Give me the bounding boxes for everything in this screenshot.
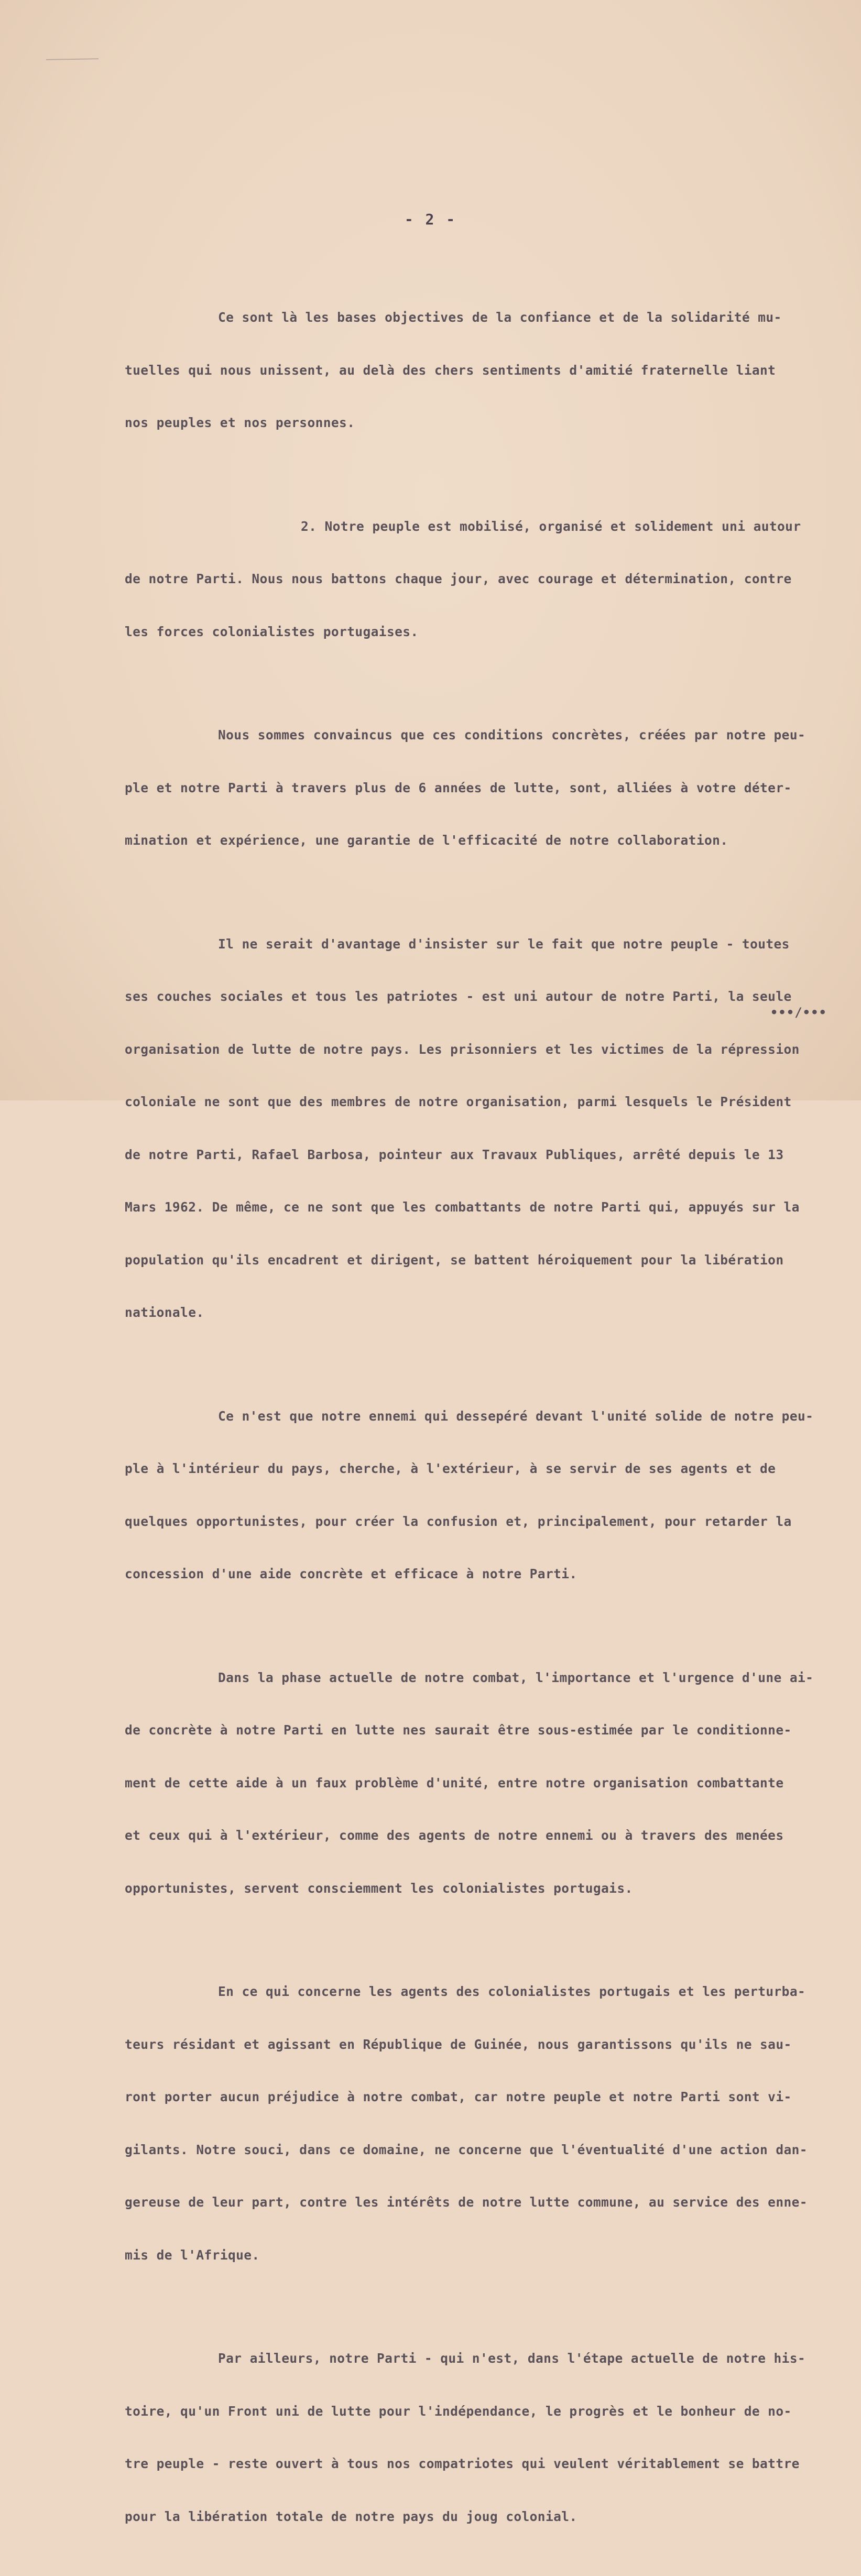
text-line: gereuse de leur part, contre les intérêts de notre lutte commune, au service des enne- [125, 2195, 808, 2210]
text-line: nos peuples et nos personnes. [125, 415, 355, 430]
pencil-mark [46, 58, 99, 62]
text-line: de notre Parti. Nous nous battons chaque jour, avec courage et détermination, contre [125, 571, 792, 586]
paragraph-3 [125, 691, 832, 885]
text-line: population qu'ils encadrent et dirigent, se battent héroiquement pour la libération [125, 1252, 784, 1268]
text-line: tre peuple - reste ouvert à tous nos compatriotes qui veulent véritablement se battre [125, 2456, 800, 2471]
paragraph-2 [125, 483, 832, 676]
text-line: quelques opportunistes, pour créer la confusion et, principalement, pour retarder la [125, 1513, 792, 1529]
text-line: et ceux qui à l'extérieur, comme des agents de notre ennemi ou à travers des menées [125, 1828, 784, 1843]
text-line: Dans la phase actuelle de notre combat, l'importance et l'urgence d'une ai- [218, 1669, 814, 1685]
text-line: Ce n'est que notre ennemi qui dessepéré devant l'unité solide de notre peu- [218, 1408, 814, 1424]
text-line: organisation de lutte de notre pays. Les prisonniers et les victimes de la répression [125, 1041, 800, 1057]
text-line: nationale. [125, 1305, 204, 1320]
text-line: Nous sommes convaincus que ces conditions concrètes, créées par notre peu- [218, 727, 806, 743]
text-line: Il ne serait d'avantage d'insister sur le fait que notre peuple - toutes [218, 936, 790, 952]
text-line: ple et notre Parti à travers plus de 6 années de lutte, sont, alliées à votre déter- [125, 780, 792, 795]
text-line: Ce sont là les bases objectives de la confiance et de la solidarité mu- [218, 310, 782, 325]
paragraph-4 [125, 900, 832, 1357]
paragraph-1 [125, 274, 832, 467]
text-line: pour la libération totale de notre pays du joug colonial. [125, 2508, 577, 2524]
text-line: teurs résidant et agissant en République de Guinée, nous garantissons qu'ils ne sau- [125, 2036, 792, 2052]
text-line: Par ailleurs, notre Parti - qui n'est, dans l'étape actuelle de notre his- [218, 2351, 806, 2366]
text-line: de concrète à notre Parti en lutte nes saurait être sous-estimée par le conditionne- [125, 1722, 792, 1738]
letter-body [125, 274, 832, 2576]
text-line: 2. Notre peuple est mobilisé, organisé et solidement uni autour [301, 518, 801, 534]
paragraph-8 [125, 2315, 832, 2560]
text-line: concession d'une aide concrète et efficace à notre Parti. [125, 1566, 577, 1581]
text-line: de notre Parti, Rafael Barbosa, pointeur aux Travaux Publiques, arrêté depuis le 13 [125, 1147, 784, 1162]
text-line: mination et expérience, une garantie de l'efficacité de notre collaboration. [125, 833, 728, 848]
text-line: coloniale ne sont que des membres de notre organisation, parmi lesquels le Président [125, 1094, 792, 1109]
text-line: gilants. Notre souci, dans ce domaine, ne concerne que l'éventualité d'une action dan- [125, 2142, 808, 2157]
text-line: toire, qu'un Front uni de lutte pour l'indépendance, le progrès et le bonheur de no- [125, 2403, 792, 2419]
page-number: - 2 - [404, 211, 457, 228]
text-line: ple à l'intérieur du pays, cherche, à l'extérieur, à se servir de ses agents et de [125, 1461, 776, 1476]
text-line: Mars 1962. De même, ce ne sont que les combattants de notre Parti qui, appuyés sur la [125, 1199, 800, 1215]
text-line: ses couches sociales et tous les patriotes - est uni autour de notre Parti, la seule [125, 989, 792, 1004]
text-line: opportunistes, servent consciemment les colonialistes portugais. [125, 1880, 633, 1896]
text-line: ment de cette aide à un faux problème d'unité, entre notre organisation combattante [125, 1775, 784, 1791]
paragraph-5 [125, 1372, 832, 1618]
text-line: mis de l'Afrique. [125, 2247, 260, 2263]
text-line: les forces colonialistes portugaises. [125, 624, 419, 639]
paragraph-7 [125, 1948, 832, 2299]
text-line: tuelles qui nous unissent, au delà des chers sentiments d'amitié fraternelle liant [125, 362, 776, 378]
text-line: En ce qui concerne les agents des colonialistes portugais et les perturba- [218, 1984, 806, 1999]
paragraph-6 [125, 1634, 832, 1933]
text-line: ront porter aucun préjudice à notre combat, car notre peuple et notre Parti sont vi- [125, 2089, 792, 2104]
continuation-mark: •••/••• [770, 1005, 827, 1020]
